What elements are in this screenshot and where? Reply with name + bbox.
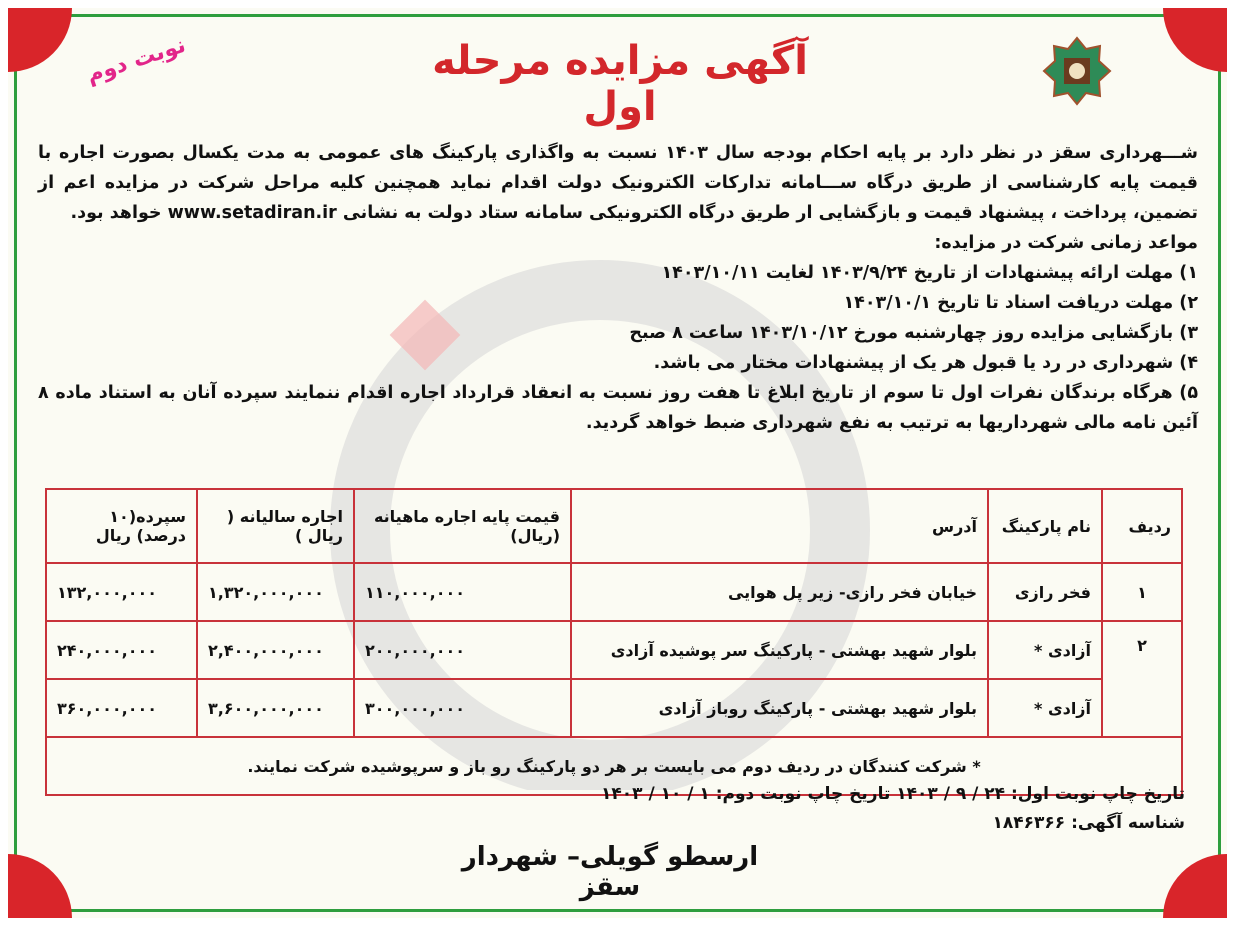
- col-header-deposit: سپرده(۱۰ درصد) ریال: [46, 489, 197, 563]
- cell-annual: ۱,۳۲۰,۰۰۰,۰۰۰: [197, 563, 354, 621]
- table-row: [46, 679, 1182, 737]
- round-label: نوبت دوم: [83, 32, 189, 89]
- ad-id: شناسه آگهی: ۱۸۴۶۳۶۶: [992, 813, 1185, 833]
- print-dates: تاریخ چاپ نوبت اول: ۲۴ / ۹ / ۱۴۰۳ تاریخ چاپ نوبت دوم: ۱ / ۱۰ / ۱۴۰۳: [601, 784, 1185, 804]
- schedule-item: ۱) مهلت ارائه پیشنهادات از تاریخ ۱۴۰۳/۹/۲۴ لغایت ۱۴۰۳/۱۰/۱۱: [661, 263, 1198, 283]
- cell-deposit: ۳۶۰,۰۰۰,۰۰۰: [46, 679, 197, 737]
- cell-name: آزادی *: [988, 621, 1102, 679]
- table-row: [46, 563, 1182, 621]
- intro-paragraph: شـــهرداری سقز در نظر دارد بر پایه احکام بودجه سال ۱۴۰۳ نسبت به واگذاری پارکینگ های عمومی به مدت یکسال بصورت اجاره با قیمت پایه کارشناسی از طریق درگاه ســـامانه تدارکات الکترونیک دولت اقدام نماید همچنین کلیه مراحل شرکت در مزایده اعم از تضمین، پرداخت ، پیشنهاد قیمت و بازگشایی ار طریق درگاه الکترونیکی سامانه ستاد دولت به نشانی www.setadiran.ir خواهد بود.: [38, 143, 1198, 223]
- parking-table: [45, 488, 1183, 796]
- cell-address: بلوار شهید بهشتی - پارکینگ سر پوشیده آزادی: [571, 621, 988, 679]
- cell-annual: ۳,۶۰۰,۰۰۰,۰۰۰: [197, 679, 354, 737]
- cell-row-num: ۱: [1102, 563, 1182, 621]
- schedule-item: ۲) مهلت دریافت اسناد تا تاریخ ۱۴۰۳/۱۰/۱: [843, 293, 1198, 313]
- cell-row-num: ۲: [1102, 621, 1182, 737]
- cell-deposit: ۲۴۰,۰۰۰,۰۰۰: [46, 621, 197, 679]
- municipality-logo-icon: [1042, 36, 1112, 106]
- cell-deposit: ۱۳۲,۰۰۰,۰۰۰: [46, 563, 197, 621]
- col-header-address: آدرس: [571, 489, 988, 563]
- ad-footer: [40, 780, 1185, 838]
- col-header-base-price: قیمت پایه اجاره ماهیانه (ریال): [354, 489, 571, 563]
- table-header-row: [46, 489, 1182, 563]
- cell-name: آزادی *: [988, 679, 1102, 737]
- col-header-annual: اجاره سالیانه ( ریال ): [197, 489, 354, 563]
- cell-base-price: ۱۱۰,۰۰۰,۰۰۰: [354, 563, 571, 621]
- ad-title: آگهی مزایده مرحله اول: [432, 38, 808, 130]
- cell-base-price: ۲۰۰,۰۰۰,۰۰۰: [354, 621, 571, 679]
- table-note: * شرکت کنندگان در ردیف دوم می بایست بر هر دو پارکینگ رو باز و سرپوشیده شرکت نمایند.: [46, 737, 1182, 795]
- cell-address: خیابان فخر رازی- زیر پل هوایی: [571, 563, 988, 621]
- col-header-row: ردیف: [1102, 489, 1182, 563]
- ad-body: [38, 138, 1198, 438]
- schedule-heading: مواعد زمانی شرکت در مزایده:: [934, 233, 1198, 253]
- table-row: [46, 621, 1182, 679]
- cell-name: فخر رازی: [988, 563, 1102, 621]
- col-header-name: نام پارکینگ: [988, 489, 1102, 563]
- cell-base-price: ۳۰۰,۰۰۰,۰۰۰: [354, 679, 571, 737]
- schedule-item: ۳) بازگشایی مزایده روز چهارشنبه مورخ ۱۴۰۳/۱۰/۱۲ ساعت ۸ صبح: [629, 323, 1198, 343]
- cell-address: بلوار شهید بهشتی - پارکینگ روباز آزادی: [571, 679, 988, 737]
- cell-annual: ۲,۴۰۰,۰۰۰,۰۰۰: [197, 621, 354, 679]
- signature: ارسطو گویلی– شهردار سقز: [461, 842, 759, 902]
- schedule-item: ۴) شهرداری در رد یا قبول هر یک از پیشنهادات مختار می باشد.: [653, 353, 1198, 373]
- schedule-item: ۵) هرگاه برندگان نفرات اول تا سوم از تاریخ ابلاغ تا هفت روز نسبت به انعقاد قرارداد اجاره اقدام ننمایند سپرده آنان به استناد ماده ۸ آئین نامه مالی شهرداریها به ترتیب به نفع شهرداری ضبط خواهد گردید.: [38, 383, 1198, 433]
